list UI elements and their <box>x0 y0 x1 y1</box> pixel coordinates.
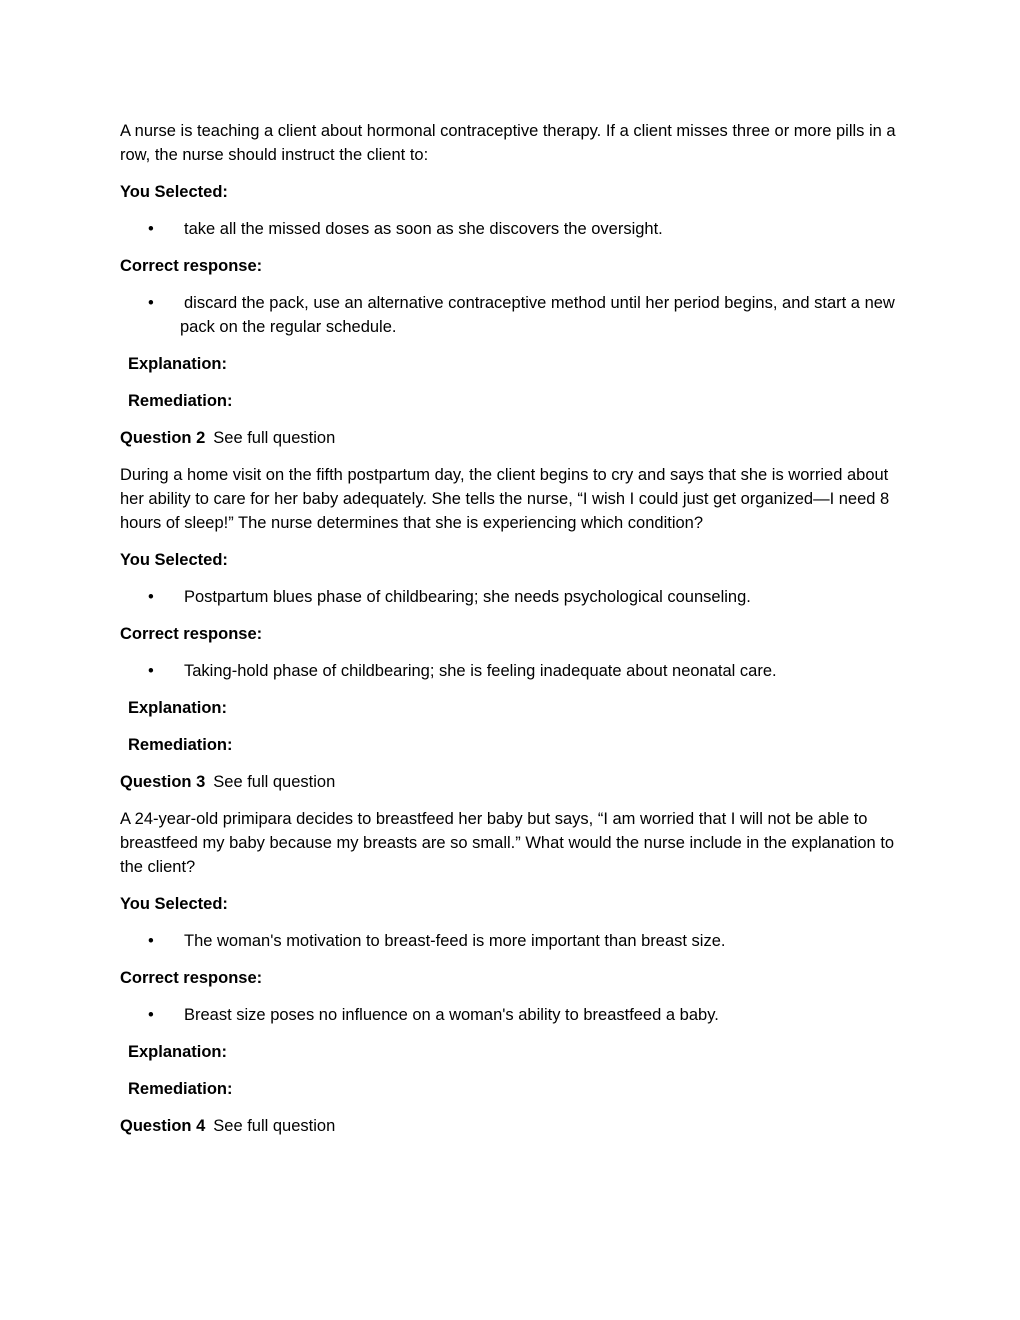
question-block-1 <box>120 119 902 413</box>
document-page <box>120 119 902 1151</box>
see-full-question-link[interactable]: See full question <box>213 429 336 447</box>
selected-answer-text: The woman's motivation to breast-feed is more important than breast size. <box>184 932 726 950</box>
see-full-question-link[interactable]: See full question <box>213 773 336 791</box>
correct-answer <box>120 291 902 339</box>
correct-answer <box>120 1003 902 1027</box>
question-header <box>120 770 902 794</box>
explanation-label: Explanation: <box>128 1043 228 1061</box>
question-block-4 <box>120 1114 902 1138</box>
bullet-icon: • <box>148 662 154 680</box>
explanation-label: Explanation: <box>128 355 228 373</box>
you-selected-label: You Selected: <box>120 183 228 201</box>
correct-answer-text: Taking-hold phase of childbearing; she is feeling inadequate about neonatal care. <box>184 662 777 680</box>
remediation-label: Remediation: <box>128 1080 233 1098</box>
bullet-icon: • <box>148 1006 154 1024</box>
question-number: Question 2 <box>120 429 206 447</box>
question-stem: A nurse is teaching a client about hormonal contraceptive therapy. If a client misses three or more pills in a row, the nurse should instruct the client to: <box>120 122 896 164</box>
remediation-label: Remediation: <box>128 736 233 754</box>
bullet-icon: • <box>148 588 154 606</box>
selected-answer <box>120 929 902 953</box>
explanation-label: Explanation: <box>128 699 228 717</box>
selected-answer-text: Postpartum blues phase of childbearing; she needs psychological counseling. <box>184 588 751 606</box>
correct-response-label: Correct response: <box>120 257 263 275</box>
question-number: Question 4 <box>120 1117 206 1135</box>
question-stem: A 24-year-old primipara decides to breastfeed her baby but says, “I am worried that I will not be able to breastfeed my baby because my breasts are so small.” What would the nurse include in the explanation to the client? <box>120 810 895 876</box>
correct-answer <box>120 659 902 683</box>
question-stem: During a home visit on the fifth postpartum day, the client begins to cry and says that she is worried about her ability to care for her baby adequately. She tells the nurse, “I wish I could just get organized—I need 8 hours of sleep!” The nurse determines that she is experiencing which condition? <box>120 466 890 532</box>
bullet-icon: • <box>148 294 154 312</box>
question-header <box>120 1114 902 1138</box>
remediation-label: Remediation: <box>128 392 233 410</box>
question-block-2 <box>120 426 902 757</box>
correct-answer-text: discard the pack, use an alternative contraceptive method until her period begins, and start a new pack on the regular schedule. <box>180 294 895 336</box>
question-number: Question 3 <box>120 773 206 791</box>
selected-answer <box>120 217 902 241</box>
selected-answer-text: take all the missed doses as soon as she discovers the oversight. <box>184 220 663 238</box>
bullet-icon: • <box>148 932 154 950</box>
selected-answer <box>120 585 902 609</box>
correct-answer-text: Breast size poses no influence on a woman's ability to breastfeed a baby. <box>184 1006 719 1024</box>
question-header <box>120 426 902 450</box>
correct-response-label: Correct response: <box>120 969 263 987</box>
see-full-question-link[interactable]: See full question <box>213 1117 336 1135</box>
you-selected-label: You Selected: <box>120 895 228 913</box>
question-block-3 <box>120 770 902 1101</box>
you-selected-label: You Selected: <box>120 551 228 569</box>
correct-response-label: Correct response: <box>120 625 263 643</box>
bullet-icon: • <box>148 220 154 238</box>
